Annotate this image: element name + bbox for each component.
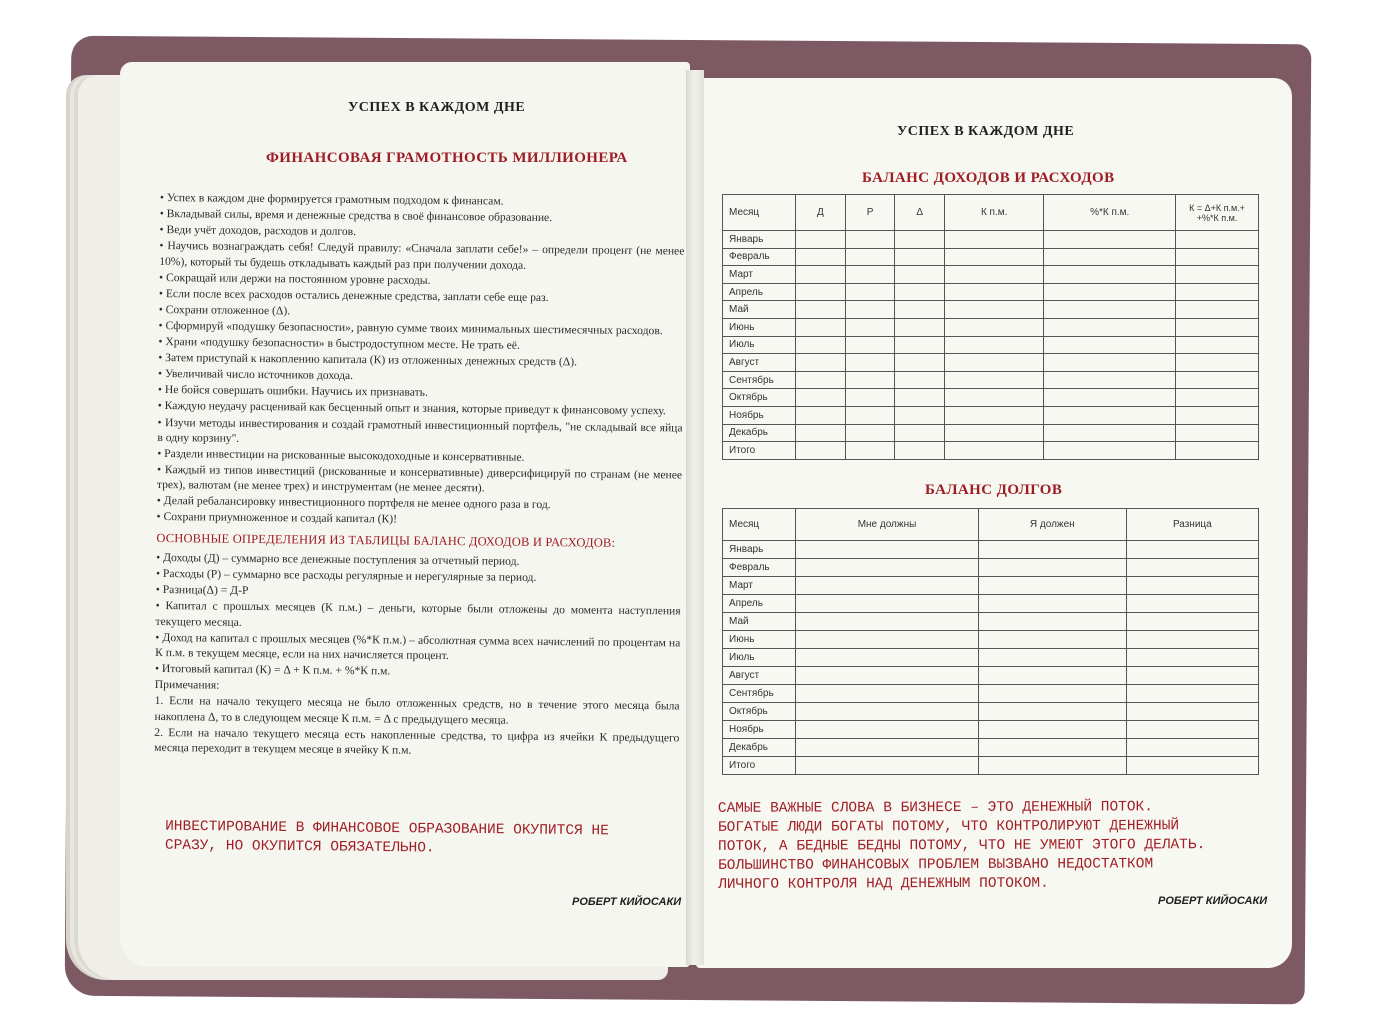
table-cell [796,389,846,407]
month-cell: Итого [723,757,796,775]
table-cell [1126,631,1258,649]
table-row [723,442,1259,460]
list-item: • Доходы (Д) – суммарно все денежные поступления за отчетный период. [156,551,520,568]
column-header: %*К п.м. [1044,195,1176,231]
table-cell [1126,739,1258,757]
month-cell: Апрель [723,283,796,301]
table-cell [1176,301,1259,319]
list-item: • Успех в каждом дне формируется грамотным подходом к финансам. [159,190,504,208]
book-gutter [686,70,704,965]
month-cell: Февраль [723,248,796,266]
table-row [723,336,1259,354]
table-row [723,283,1259,301]
list-item: • Научись вознаграждать себя! Следуй правилу: «Сначала заплати себе!» – определи процент (не менее 10%), который ты будешь откладывать каждый раз при получении дохода. [159,239,685,272]
table-cell [1176,318,1259,336]
table-row [723,577,1259,595]
right-author: РОБЕРТ КИЙОСАКИ [1158,895,1268,907]
right-running-head: УСПЕХ В КАЖДОМ ДНЕ [897,124,1075,139]
right-quote [718,798,1206,895]
table-cell [1044,406,1176,424]
table-cell [845,406,895,424]
table-cell [978,739,1126,757]
list-item: • Каждый из типов инвестиций (рискованные и консервативные) диверсифицируй по странам (не менее трех), валютам (не менее трех) и инструментам (не менее десяти). [156,462,683,495]
month-cell: Июль [723,336,796,354]
table-cell [895,301,945,319]
table-cell [895,336,945,354]
list-item: • Храни «подушку безопасности» в быстродоступном месте. Не трать её. [158,335,520,352]
table-cell [1176,354,1259,372]
table-cell [944,424,1043,442]
table-cell [796,231,846,249]
month-cell: Август [723,354,796,372]
month-cell: Июль [723,649,796,667]
quote-line: СРАЗУ, НО ОКУПИТСЯ ОБЯЗАТЕЛЬНО. [164,837,435,857]
table-cell [796,424,846,442]
table-cell [796,757,979,775]
table-cell [1044,354,1176,372]
month-cell: Август [723,667,796,685]
table-cell [845,336,895,354]
table-cell [944,371,1043,389]
table-cell [1044,442,1176,460]
month-cell: Май [723,301,796,319]
table-cell [845,231,895,249]
table-cell [796,442,846,460]
left-quote [165,818,609,861]
table-row [723,318,1259,336]
table-cell [944,406,1043,424]
table-cell [944,318,1043,336]
left-page-title: ФИНАНСОВАЯ ГРАМОТНОСТЬ МИЛЛИОНЕРА [266,150,628,166]
table-cell [1044,336,1176,354]
table-cell [1044,301,1176,319]
table-cell [944,266,1043,284]
table-row [723,613,1259,631]
list-item: • Веди учёт доходов, расходов и долгов. [159,223,357,239]
left-body-text [154,190,685,762]
list-item: • Расходы (Р) – суммарно все расходы регулярные и нерегулярные за период. [155,567,537,585]
table-cell [796,721,979,739]
list-item: • Сохрани отложенное (Δ). [158,302,291,318]
table-cell [978,703,1126,721]
table-cell [1044,371,1176,389]
table-row [723,757,1259,775]
quote-line: ИНВЕСТИРОВАНИЕ В ФИНАНСОВОЕ ОБРАЗОВАНИЕ ОКУПИТСЯ НЕ [165,818,609,840]
table-cell [796,685,979,703]
table-row [723,266,1259,284]
list-item: • Если после всех расходов остались денежные средства, заплати себе еще раз. [158,286,549,304]
list-item: • Вкладывай силы, время и денежные средства в своё финансовое образование. [159,207,553,225]
quote-line: ПОТОК, А БЕДНЫЕ БЕДНЫ ПОТОМУ, ЧТО НЕ УМЕЮТ ЭТОГО ДЕЛАТЬ. [717,837,1206,855]
table-cell [845,301,895,319]
list-item: • Капитал с прошлых месяцев (К п.м.) – деньги, которые были отложены до момента наступления текущего месяца. [155,599,681,629]
table-cell [895,248,945,266]
table-cell [1176,231,1259,249]
list-item: • Изучи методы инвестирования и создай грамотный инвестиционный портфель, "не складывай все яйца в одну корзину". [157,415,683,445]
table-row [723,354,1259,372]
month-cell: Сентябрь [723,685,796,703]
table-cell [1176,389,1259,407]
month-cell: Май [723,613,796,631]
table-cell [978,685,1126,703]
table-row [723,541,1259,559]
table-cell [944,354,1043,372]
list-item: • Раздели инвестиции на рискованные высокодоходные и консервативные. [157,446,525,464]
table-cell [978,577,1126,595]
list-item: • Сформируй «подушку безопасности», равную сумме твоих минимальных шестимесячных расходов. [158,318,663,338]
table-cell [1126,613,1258,631]
quote-line: САМЫЕ ВАЖНЫЕ СЛОВА В БИЗНЕСЕ – ЭТО ДЕНЕЖНЫЙ ПОТОК. [717,799,1153,817]
list-item: • Итоговый капитал (К) = Δ + К п.м. + %*К п.м. [154,662,391,678]
debt-table-title: БАЛАНС ДОЛГОВ [925,482,1063,498]
table-cell [895,389,945,407]
table-cell [1176,336,1259,354]
column-header: К п.м. [944,195,1043,231]
list-item: • Каждую неудачу расценивай как бесценный опыт и знания, которые приведут к финансовому успеху. [157,399,666,418]
column-header: Я должен [978,509,1126,541]
table-cell [944,336,1043,354]
table-cell [1126,703,1258,721]
month-cell: Октябрь [723,389,796,407]
table-cell [1176,266,1259,284]
table-cell [1044,424,1176,442]
table-cell [1044,231,1176,249]
column-header: Δ [895,195,945,231]
month-cell: Февраль [723,559,796,577]
table-cell [796,336,846,354]
column-header: К = Δ+К п.м.+ +%*К п.м. [1176,195,1259,231]
table-cell [1176,406,1259,424]
table-cell [895,424,945,442]
table-cell [978,721,1126,739]
table-cell [978,541,1126,559]
table-cell [796,667,979,685]
column-header: Месяц [723,195,796,231]
table-row [723,739,1259,757]
month-cell: Июнь [723,318,796,336]
income-table-title: БАЛАНС ДОХОДОВ И РАСХОДОВ [862,170,1115,186]
table-cell [895,371,945,389]
table-cell [796,559,979,577]
table-cell [845,248,895,266]
table-cell [1126,559,1258,577]
table-cell [796,739,979,757]
table-row [723,631,1259,649]
column-header: Мне должны [796,509,979,541]
table-cell [796,595,979,613]
table-cell [796,371,846,389]
list-item: • Не бойся совершать ошибки. Научись их признавать. [157,383,428,400]
list-item: Примечания: [154,678,220,692]
table-cell [796,649,979,667]
table-cell [978,631,1126,649]
table-cell [1176,283,1259,301]
list-item: • Доход на капитал с прошлых месяцев (%*К п.м.) – абсолютная сумма всех начислений по процентам на К п.м. в текущем месяце, если на них начисляется процент. [155,630,681,663]
table-cell [796,283,846,301]
month-cell: Январь [723,541,796,559]
table-cell [1126,667,1258,685]
table-cell [796,631,979,649]
table-cell [1126,541,1258,559]
table-cell [796,248,846,266]
month-cell: Апрель [723,595,796,613]
table-row [723,685,1259,703]
table-cell [1044,318,1176,336]
table-header-row [723,509,1259,541]
table-cell [895,354,945,372]
month-cell: Июнь [723,631,796,649]
table-row [723,667,1259,685]
table-row [723,301,1259,319]
table-row [723,703,1259,721]
table-cell [944,283,1043,301]
table-row [723,721,1259,739]
table-cell [845,283,895,301]
list-item: • Затем приступай к накоплению капитала (К) из отложенных денежных средств (Δ). [158,351,578,369]
month-cell: Ноябрь [723,406,796,424]
table-cell [796,301,846,319]
definitions-subheading: ОСНОВНЫЕ ОПРЕДЕЛЕНИЯ ИЗ ТАБЛИЦЫ БАЛАНС ДОХОДОВ И РАСХОДОВ: [156,530,616,550]
table-cell [1044,389,1176,407]
list-item: • Разница(Δ) = Д-Р [155,583,249,598]
left-author: РОБЕРТ КИЙОСАКИ [572,896,682,908]
table-row [723,406,1259,424]
quote-line: ЛИЧНОГО КОНТРОЛЯ НАД ДЕНЕЖНЫМ ПОТОКОМ. [718,875,1049,893]
table-cell [1126,685,1258,703]
table-cell [1126,649,1258,667]
table-cell [796,266,846,284]
month-cell: Сентябрь [723,371,796,389]
table-cell [978,595,1126,613]
table-cell [796,354,846,372]
list-item: • Сокращай или держи на постоянном уровне расходы. [159,270,431,287]
table-cell [978,559,1126,577]
table-cell [1044,266,1176,284]
month-cell: Октябрь [723,703,796,721]
table-cell [796,577,979,595]
column-header: Д [796,195,846,231]
table-cell [1176,424,1259,442]
list-item: 1. Если на начало текущего месяца не было отложенных средств, но в течение этого месяца была накоплена Δ, то в следующем месяце К п.м. = Δ с предыдущего месяца. [154,694,680,727]
bullet-list [156,190,684,530]
table-cell [944,389,1043,407]
table-cell [796,541,979,559]
table-cell [944,248,1043,266]
month-cell: Январь [723,231,796,249]
list-item: • Делай ребалансировку инвестиционного портфеля не менее одного раза в год. [156,494,551,512]
table-cell [1126,721,1258,739]
month-cell: Итого [723,442,796,460]
table-cell [845,318,895,336]
table-cell [895,231,945,249]
table-cell [978,613,1126,631]
table-cell [796,613,979,631]
table-cell [845,424,895,442]
table-cell [895,283,945,301]
table-cell [895,442,945,460]
column-header: Месяц [723,509,796,541]
list-item: • Сохрани приумноженное и создай капитал (К)! [156,510,398,526]
table-cell [796,703,979,721]
month-cell: Ноябрь [723,721,796,739]
table-cell [944,442,1043,460]
table-cell [845,389,895,407]
table-cell [895,406,945,424]
table-cell [845,266,895,284]
definitions-list [154,550,681,761]
month-cell: Декабрь [723,739,796,757]
table-cell [845,442,895,460]
table-cell [1176,248,1259,266]
table-cell [796,318,846,336]
table-cell [796,406,846,424]
list-item: 2. Если на начало текущего месяца есть накопленные средства, то цифра из ячейки К предыдущего месяца переходит в текущем месяце в ячейку К п.м. [154,725,680,757]
month-cell: Март [723,577,796,595]
table-cell [944,231,1043,249]
month-cell: Март [723,266,796,284]
quote-line: БОГАТЫЕ ЛЮДИ БОГАТЫ ПОТОМУ, ЧТО КОНТРОЛИРУЮТ ДЕНЕЖНЫЙ [717,818,1180,836]
table-cell [1176,371,1259,389]
table-row [723,595,1259,613]
left-running-head: УСПЕХ В КАЖДОМ ДНЕ [348,100,526,115]
table-cell [845,354,895,372]
month-cell: Декабрь [723,424,796,442]
table-cell [895,318,945,336]
quote-line: БОЛЬШИНСТВО ФИНАНСОВЫХ ПРОБЛЕМ ВЫЗВАНО НЕДОСТАТКОМ [718,856,1154,874]
table-cell [1126,595,1258,613]
debt-balance-table [722,508,1259,775]
table-row [723,231,1259,249]
income-expense-table [722,194,1259,460]
table-row [723,248,1259,266]
column-header: Разница [1126,509,1258,541]
table-cell [1044,283,1176,301]
table-row [723,649,1259,667]
table-cell [978,667,1126,685]
table-cell [1176,442,1259,460]
table-row [723,371,1259,389]
table-cell [1044,248,1176,266]
list-item: • Увеличивай число источников дохода. [158,367,354,383]
column-header: Р [845,195,895,231]
table-cell [944,301,1043,319]
table-row [723,559,1259,577]
table-cell [1126,577,1258,595]
table-cell [978,649,1126,667]
table-cell [895,266,945,284]
table-cell [978,757,1126,775]
table-row [723,389,1259,407]
table-header-row [723,195,1259,231]
table-cell [1126,757,1258,775]
table-row [723,424,1259,442]
table-cell [845,371,895,389]
